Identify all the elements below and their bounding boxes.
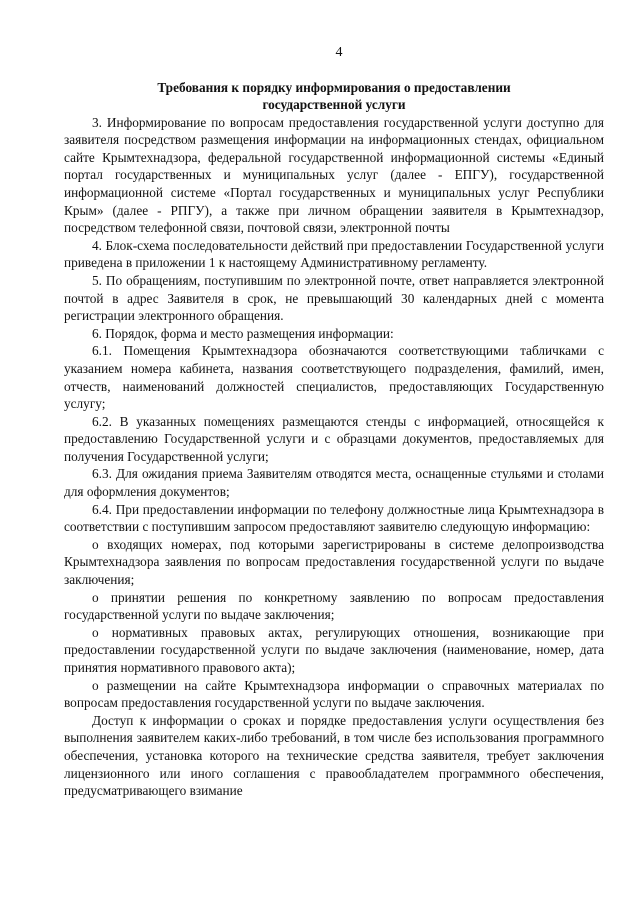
list-item-incoming-numbers: о входящих номерах, под которыми зарегистрированы в системе делопроизводства Крымтехнадзора заявления по вопросам предоставления государственной услуги по выдаче заключения; bbox=[64, 536, 604, 588]
paragraph-3-informing: 3. Информирование по вопросам предоставления государственной услуги доступно для заявителя посредством размещения информации на информационных стендах, официальном сайте Крымтехнадзора, федеральной государственной информационной системы «Единый портал государственных и муниципальных услуг (далее - ЕПГУ), государственной информационной системе «Портал государственных и муниципальных услуг Республики Крым» (далее - РПГУ), а также при личном обращении заявителя в Крымтехнадзор, посредством телефонной связи, почтовой связи, электронной почты bbox=[64, 114, 604, 236]
page-number: 4 bbox=[335, 45, 343, 60]
list-item-legal-acts: о нормативных правовых актах, регулирующих отношения, возникающие при предоставлении государственной услуги по выдаче заключения (наименование, номер, дата принятия нормативного правового акта); bbox=[64, 624, 604, 675]
paragraph-6-2-stands: 6.2. В указанных помещениях размещаются стенды с информацией, относящейся к предоставлению Государственной услуги и с образцами документов, предоставляемых для получения Государственной услуги; bbox=[64, 413, 604, 464]
section-heading-line-2: государственной услуги bbox=[262, 96, 406, 112]
paragraph-5-email-requests: 5. По обращениям, поступившим по электронной почте, ответ направляется электронной почтой в адрес Заявителя в срок, не превышающий 30 календарных дней с момента регистрации электронного обращения. bbox=[64, 272, 604, 324]
paragraph-access-info: Доступ к информации о сроках и порядке предоставления услуги осуществления без выполнения заявителем каких-либо требований, в том числе без использования программного обеспечения, установка которого на технические средства заявителя, требует заключения лицензионного или иного соглашения с правообладателем программного обеспечения, предусматривающего взимание bbox=[64, 712, 604, 799]
list-item-website-info: о размещении на сайте Крымтехнадзора информации о справочных материалах по вопросам предоставления государственной услуги по выдаче заключения. bbox=[64, 677, 604, 711]
list-item-decision: о принятии решения по конкретному заявлению по вопросам предоставления государственной услуги по выдаче заключения; bbox=[64, 589, 604, 623]
paragraph-6-1-premises: 6.1. Помещения Крымтехнадзора обозначаются соответствующими табличками с указанием номера кабинета, названия соответствующего подразделения, фамилий, имен, отчеств, наименований должностей специалистов, предоставляющих Государственную услугу; bbox=[64, 343, 604, 412]
section-heading-line-1: Требования к порядку информирования о предоставлении bbox=[157, 80, 511, 95]
paragraph-4-block-diagram: 4. Блок-схема последовательности действий при предоставлении Государственной услуги приведена в приложении 1 к настоящему Административному регламенту. bbox=[64, 237, 604, 271]
section-heading bbox=[64, 80, 604, 114]
paragraph-6-procedure: 6. Порядок, форма и место размещения информации: bbox=[92, 325, 394, 341]
paragraph-6-3-waiting: 6.3. Для ожидания приема Заявителям отводятся места, оснащенные стульями и столами для оформления документов; bbox=[64, 466, 604, 500]
paragraph-6-4-phone-info: 6.4. При предоставлении информации по телефону должностные лица Крымтехнадзора в соответствии с поступившим запросом предоставляют заявителю следующую информацию: bbox=[64, 501, 604, 535]
